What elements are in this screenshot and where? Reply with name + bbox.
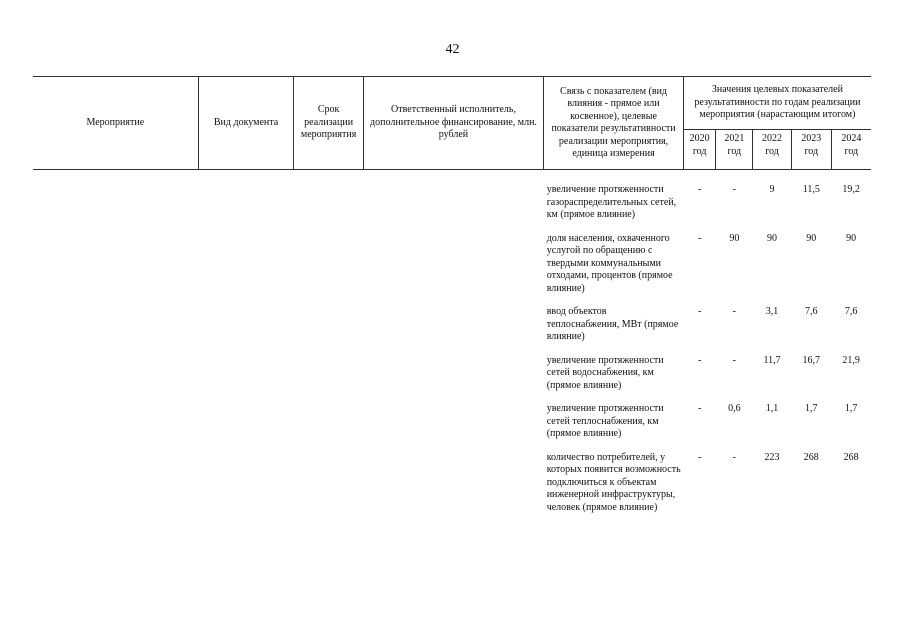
col-header-year: 2024 год	[831, 130, 871, 170]
value-cell: 3,1	[765, 306, 779, 317]
table-row	[33, 233, 871, 307]
value-cell: 1,7	[805, 403, 818, 414]
col-header-deadline: Срок реализации мероприятия	[294, 77, 363, 170]
indicator-text: увеличение протяженности сетей водоснабжения, км (прямое влияние)	[546, 354, 664, 391]
col-header-year: 2022 год	[753, 130, 792, 170]
value-cell: 7,6	[844, 306, 858, 317]
value-cell: 90	[729, 232, 740, 244]
col-header-year: 2020 год	[683, 130, 716, 170]
col-header-doc-type: Вид документа	[198, 77, 294, 170]
value-cell: 7,6	[805, 306, 818, 317]
indicators-table	[33, 76, 871, 525]
col-header-year: 2023 год	[791, 130, 831, 170]
col-header-indicator-link: Связь с показателем (вид влияния - прямое или косвенное), целевые показатели результативности реализации мероприятия, единица измерения	[544, 77, 684, 170]
value-cell: 90	[846, 232, 857, 244]
table-row	[33, 170, 871, 233]
indicator-text: увеличение протяженности сетей теплоснабжения, км (прямое влияние)	[546, 403, 664, 439]
value-cell: -	[732, 451, 736, 463]
value-cell: 21,9	[842, 354, 860, 366]
value-cell: 9	[769, 184, 775, 195]
value-cell: 268	[803, 451, 819, 463]
value-cell: -	[732, 354, 736, 366]
col-header-event: Мероприятие	[33, 77, 198, 170]
table-row	[33, 452, 871, 526]
value-cell: 1,7	[844, 403, 858, 414]
indicator-text: количество потребителей, у которых появится возможность подключиться к объектам инженерной инфраструктуры, человек (прямое влияние)	[546, 451, 681, 513]
value-cell: 268	[843, 451, 859, 463]
col-header-executor: Ответственный исполнитель, дополнительное финансирование, млн. рублей	[363, 77, 543, 170]
page-number: 42	[445, 42, 460, 57]
value-cell: 11,5	[802, 184, 820, 195]
value-cell: 90	[767, 232, 778, 244]
table-row	[33, 403, 871, 452]
col-header-targets: Значения целевых показателей результативности по годам реализации мероприятия (нарастающим итогом)	[683, 77, 871, 130]
indicator-text: доля населения, охваченного услугой по обращению с твердыми коммунальными отходами, процентов (прямое влияние)	[546, 232, 673, 294]
value-cell: -	[732, 306, 736, 317]
value-cell: 0,6	[728, 403, 741, 414]
value-cell: -	[697, 451, 702, 463]
indicator-text: увеличение протяженности газораспределительных сетей, км (прямое влияние)	[546, 184, 677, 220]
col-header-year: 2021 год	[716, 130, 753, 170]
value-cell: 19,2	[842, 184, 860, 195]
value-cell: 90	[806, 232, 817, 244]
indicator-text: ввод объектов теплоснабжения, МВт (прямое влияние)	[546, 306, 679, 342]
value-cell: 16,7	[802, 354, 821, 366]
value-cell: -	[697, 306, 702, 317]
value-cell: -	[697, 232, 702, 244]
table-row	[33, 306, 871, 355]
value-cell: 11,7	[763, 354, 781, 366]
value-cell: 223	[764, 451, 780, 463]
value-cell: -	[697, 403, 702, 414]
value-cell: 1,1	[765, 403, 779, 414]
value-cell: -	[697, 354, 702, 366]
value-cell: -	[697, 184, 702, 195]
value-cell: -	[732, 184, 736, 195]
table-row	[33, 355, 871, 404]
